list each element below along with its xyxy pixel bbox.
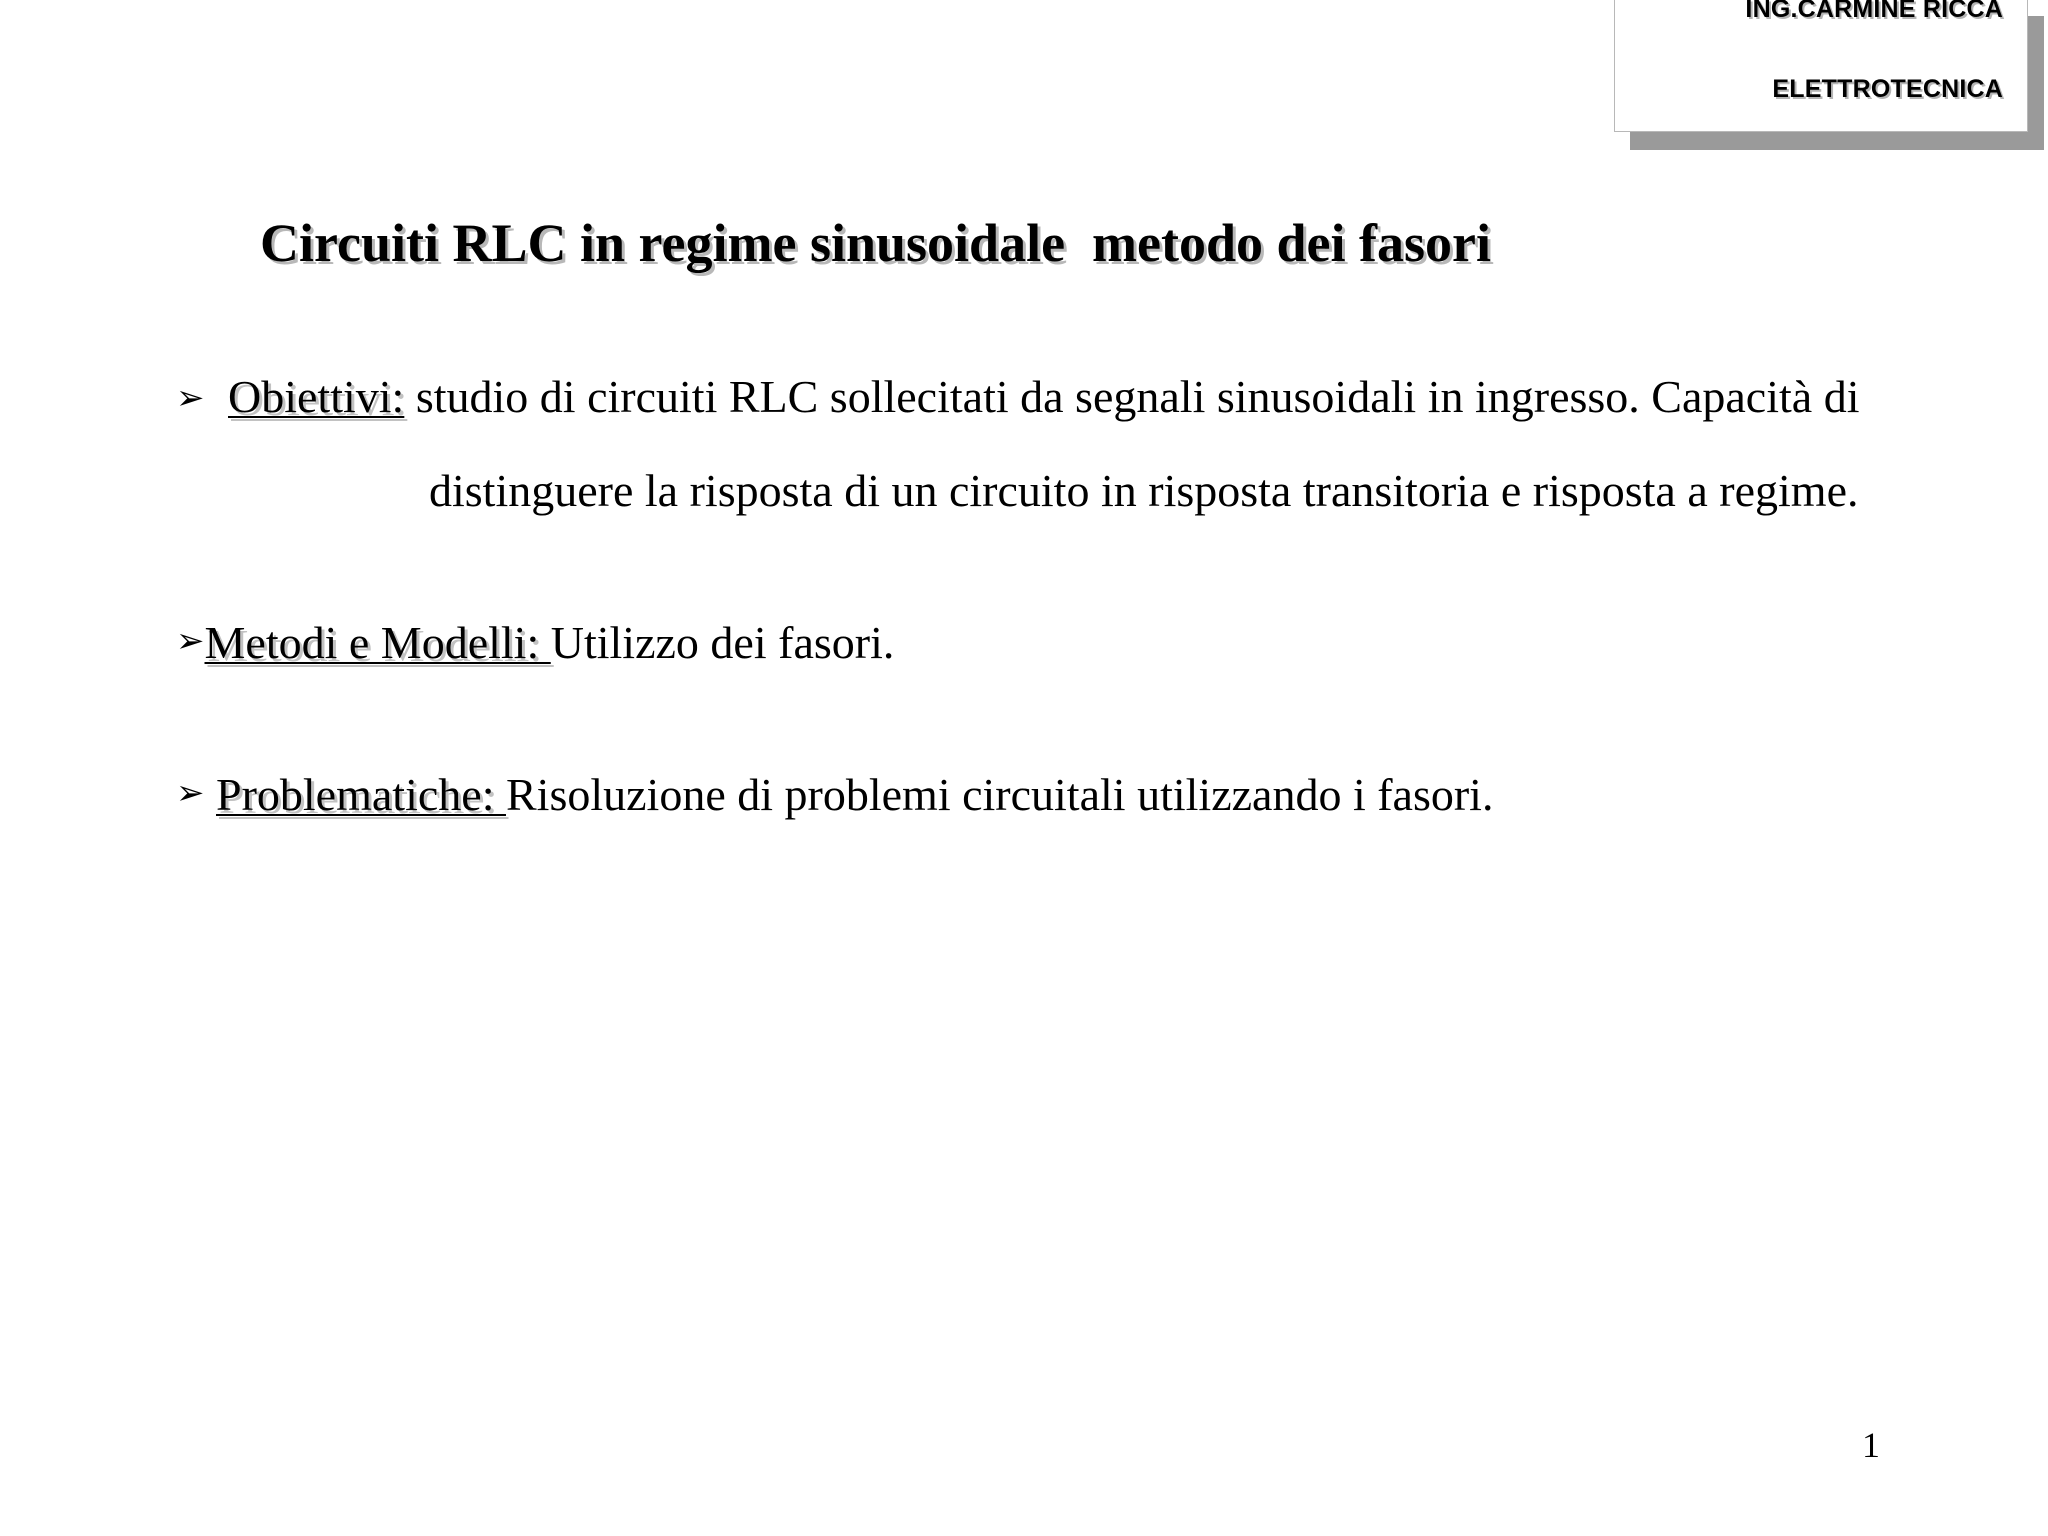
page-number: 1: [1862, 1425, 1880, 1465]
arrow-bullet-icon: ➢: [176, 773, 205, 813]
bullet-text-objectives-line1: studio di circuiti RLC sollecitati da segnali sinusoidali in ingresso. Capacità di: [404, 371, 1860, 422]
bullet-text-problems: Risoluzione di problemi circuitali utilizzando i fasori.: [505, 769, 1494, 820]
bullet-label-methods: Metodi e Modelli:: [204, 617, 551, 668]
arrow-bullet-icon: ➢: [176, 621, 205, 661]
header-box: [1614, 0, 2028, 132]
arrow-bullet-icon: ➢: [176, 378, 205, 418]
bullet-label-problems: Problematiche:: [216, 769, 506, 820]
header-subject: ELETTROTECNICA: [1772, 75, 2003, 103]
bullet-objectives: [228, 370, 1859, 423]
bullet-text-methods: Utilizzo dei fasori.: [550, 617, 895, 668]
header-author: ING.CARMINE RICCA: [1745, 0, 2003, 23]
bullet-text-objectives-line2: distinguere la risposta di un circuito in risposta transitoria e risposta a regime.: [429, 465, 1859, 516]
slide-title: Circuiti RLC in regime sinusoidale metodo dei fasori: [260, 213, 1491, 273]
bullet-label-objectives: Obiettivi:: [228, 371, 405, 422]
bullet-methods: [176, 617, 895, 668]
bullet-problems: [176, 769, 1494, 820]
